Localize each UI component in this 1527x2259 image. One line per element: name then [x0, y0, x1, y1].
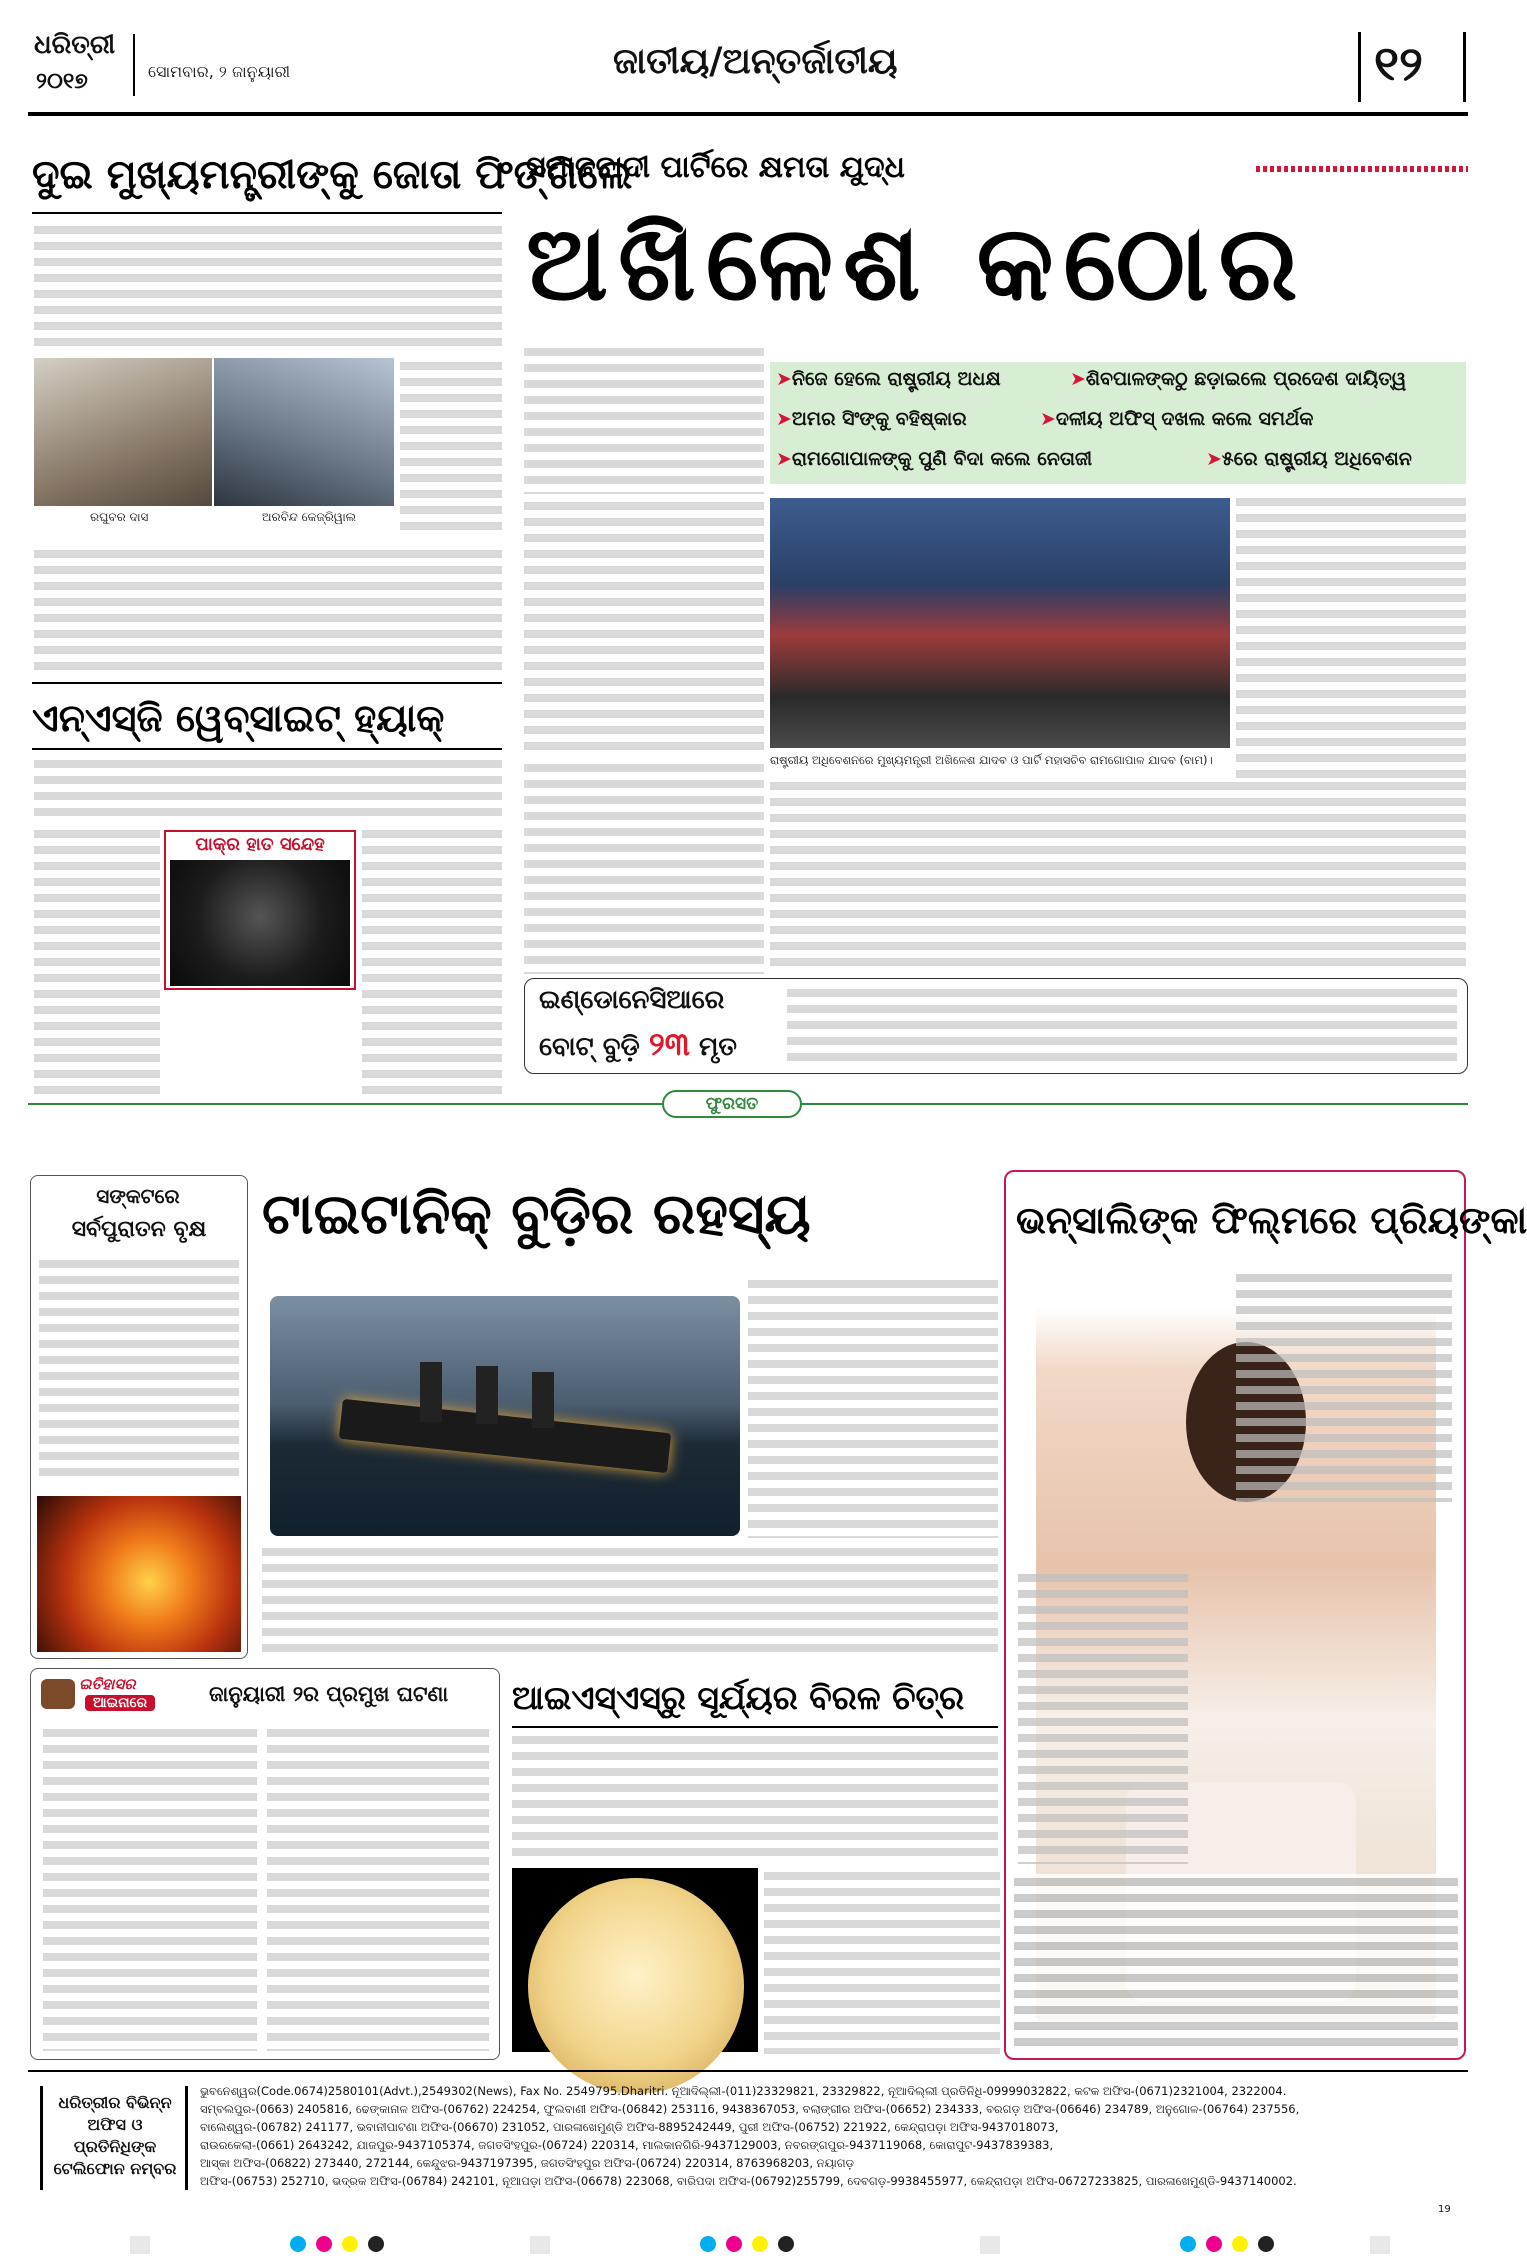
footer-contact-line: ଅଫିସ-(06753) 252710, ଭଦ୍ରକ ଅଫିସ-(06784) 242101, ନୂଆପଡ଼ା ଅଫିସ-(06678) 223068, ବାରିପଦା ଅଫିସ-(06792)255799, ଦେବଗଡ଼-9938455977, କେନ୍ଦ୍ରାପଡ଼ା ଅଫିସ-06727233825, ପାରଳାଖେମୁଣ୍ଡି-9437140002.	[200, 2174, 1297, 2188]
hack-body-right	[362, 826, 502, 1094]
history-badge-bottom: ଆଇନାରେ	[85, 1695, 155, 1711]
sp-rally-photo	[770, 498, 1230, 748]
registration-bar	[530, 2236, 550, 2254]
titanic-body-right	[748, 1276, 998, 1538]
sun-photo	[512, 1868, 758, 2052]
footer-contacts	[200, 2082, 1464, 2194]
indonesia-box	[524, 978, 1468, 1074]
sp-bullet-6: ➤୫ରେ ରାଷ୍ଟ୍ରୀୟ ଅଧିବେଶନ	[1206, 448, 1412, 470]
features-banner-label: ଫୁରସତ	[705, 1094, 759, 1114]
section-title: ଜାତୀୟ/ଅନ୍ତର୍ଜାତୀୟ	[613, 40, 898, 82]
priyanka-box	[1004, 1170, 1527, 2060]
shoe-caption-right: ଅରବିନ୍ଦ କେଜ୍ରିୱାଲ	[262, 510, 357, 524]
indonesia-headline-2: ବୋଟ୍ ବୁଡ଼ି ୨୩ ମୃତ	[539, 1025, 737, 1063]
hack-headline: ଏନ୍ଏସ୍‌ଜି ୱେବ୍‌ସାଇଟ୍ ହ୍ୟାକ୍	[32, 695, 445, 740]
shoe-body-top	[34, 222, 502, 352]
shoe-end-rule	[32, 682, 502, 684]
history-box	[30, 1668, 500, 2060]
titanic-photo	[270, 1296, 740, 1536]
footer-offices-label: ଧରିତ୍ରୀର ବିଭିନ୍ନ ଅଫିସ ଓ ପ୍ରତିନିଧିଙ୍କ ଟେଲିଫୋନ ନମ୍ବର	[53, 2093, 177, 2178]
masthead-rule	[28, 112, 1468, 116]
masthead-divider	[133, 34, 135, 96]
tree-fire-photo	[37, 1496, 241, 1652]
footer-contact-line: ଭୁବନେଶ୍ୱର(Code.0674)2580101(Advt.),2549302(News), Fax No. 2549795.Dharitri. ନୂଆଦିଲ୍ଲୀ-(011)23329821, 23329822, ନୂଆଦିଲ୍ଲୀ ପ୍ରତିନିଧି-09999032822, କଟକ ଅଫିସ-(0671)2321004, 2322004.	[200, 2084, 1287, 2098]
paper-year: ୨୦୧୭	[36, 68, 88, 94]
shoe-headline: ଦୁଇ ମୁଖ୍ୟମନ୍ତ୍ରୀଙ୍କୁ ଜୋତା ଫିଙ୍ଗିଲେ	[32, 151, 633, 198]
sp-body-col1b	[524, 760, 764, 974]
sp-bullet-3: ➤ଅମର ସିଂଙ୍କୁ ବହିଷ୍କାର	[776, 408, 967, 430]
registration-dots	[700, 2236, 794, 2252]
bullet-arrow-icon: ➤	[1206, 448, 1222, 470]
hack-body-left	[34, 826, 160, 1094]
shoe-photo-right	[214, 358, 394, 506]
sp-headline: ଅଖିଳେଶ କଠୋର	[526, 201, 1308, 324]
sp-bullet-1: ➤ନିଜେ ହେଲେ ରାଷ୍ଟ୍ରୀୟ ଅଧକ୍ଷ	[776, 368, 1001, 390]
tree-body	[39, 1256, 239, 1484]
sp-bullets-box	[770, 362, 1466, 484]
sp-body-col3	[1236, 494, 1466, 778]
iss-rule	[512, 1726, 998, 1728]
footer-contact-line: ରାଉରକେଲା-(0661) 2643242, ଯାଜପୁର-9437105374, ଜଗତସିଂହପୁର-(06724) 220314, ମାଲକାନଗିରି-9437129003, ନବରଙ୍ଗପୁର-9437119068, କୋରାପୁଟ-9437839383,	[200, 2138, 1054, 2152]
footer-contact-line: ସମ୍ବଲପୁର-(0663) 2405816, ଢେଙ୍କାନାଳ ଅଫିସ-(06762) 224254, ଫୁଲବାଣୀ ଅଫିସ-(06842) 253116, 9438367053, ବଲାଙ୍ଗୀର ଅଫିସ-(06652) 234333, ବରଗଡ଼ ଅଫିସ-(06646) 234789, ଅନୁଗୋଳ-(06764) 237556,	[200, 2102, 1300, 2116]
hack-rule	[32, 748, 502, 750]
history-badge	[79, 1675, 199, 1717]
hack-inset-title: ପାକ୍‌ର ହାତ ସନ୍ଦେହ	[166, 832, 354, 858]
priyanka-headline: ଭନ୍‌ସାଲିଙ୍କ ଫିଲ୍ମରେ ପ୍ରିୟଙ୍କା	[1016, 1197, 1527, 1242]
tree-kicker: ସଙ୍କଟରେ	[96, 1184, 180, 1208]
sp-kicker: ସମାଜବାଦୀ ପାର୍ଟିରେ କ୍ଷମତା ଯୁଦ୍ଧ	[526, 150, 905, 185]
page-number: ୧୨	[1374, 36, 1423, 92]
registration-dots	[1180, 2236, 1274, 2252]
registration-dots	[290, 2236, 384, 2252]
shoe-body-side	[400, 358, 502, 538]
priyanka-body-top	[1236, 1270, 1452, 1502]
titanic-body-bottom	[262, 1544, 998, 1660]
hack-body-top	[34, 756, 502, 822]
registration-bar	[130, 2236, 150, 2254]
shoe-caption-left: ରଘୁବର ଦାସ	[90, 510, 149, 524]
priyanka-body-bottom	[1014, 1874, 1458, 2054]
indonesia-body	[787, 985, 1457, 1067]
sp-body-col1	[524, 498, 764, 754]
titanic-ship-shape	[339, 1399, 671, 1473]
priyanka-body-left	[1018, 1570, 1188, 1864]
tree-box	[30, 1175, 248, 1659]
sp-photo-caption: ରାଷ୍ଟ୍ରୀୟ ଅଧିବେଶନରେ ମୁଖ୍ୟମନ୍ତ୍ରୀ ଅଖିଳେଶ ଯାଦବ ଓ ପାର୍ଟି ମହାସଚିବ ରାମଗୋପାଳ ଯାଦବ (ବାମ)।	[770, 753, 1213, 767]
tree-headline: ସର୍ବପୁରାତନ ବୃକ୍ଷ	[71, 1216, 207, 1242]
sp-bullet-5: ➤ରାମଗୋପାଳଙ୍କୁ ପୁଣି ବିଦା କଲେ ନେତାଜୀ	[776, 448, 1093, 470]
iss-body-right	[764, 1868, 1000, 2054]
indonesia-headline-1: ଇଣ୍ଡୋନେସିଆରେ	[539, 985, 725, 1015]
titanic-funnel-2	[476, 1366, 498, 1424]
footer-rule	[28, 2070, 1468, 2072]
shoe-photo-left	[34, 358, 212, 506]
masthead	[28, 28, 1468, 108]
sp-body-bottom	[770, 778, 1466, 974]
titanic-headline: ଟାଇଟାନିକ୍ ବୁଡ଼ିର ରହସ୍ୟ	[262, 1181, 811, 1247]
paper-name: ଧରିତ୍ରୀ	[34, 30, 116, 60]
hack-inset-box	[164, 830, 356, 990]
bullet-arrow-icon: ➤	[776, 368, 792, 390]
shoe-rule	[32, 212, 502, 214]
footer-contact-line: ବାଲେଶ୍ୱର-(06782) 241177, ଭବାନୀପାଟଣା ଅଫିସ-(06670) 231052, ପାରଳାଖେମୁଣ୍ଡି ଅଫିସ-8895242449, ପୁରୀ ଅଫିସ-(06752) 221922, କେନ୍ଦ୍ରାପଡ଼ା ଅଫିସ-9437018073,	[200, 2120, 1059, 2134]
sp-kicker-rule	[1256, 166, 1468, 172]
bullet-arrow-icon: ➤	[1040, 408, 1056, 430]
footer-offices-box	[40, 2086, 188, 2190]
sp-bullet-2: ➤ଶିବପାଳଙ୍କଠୁ ଛଡ଼ାଇଲେ ପ୍ରଦେଶ ଦାୟିତ୍ୱ	[1070, 368, 1407, 390]
phone-icon	[41, 1679, 75, 1709]
iss-body-top	[512, 1732, 998, 1862]
bullet-arrow-icon: ➤	[776, 408, 792, 430]
history-body-left	[43, 1725, 257, 2051]
registration-bar	[1370, 2236, 1390, 2254]
hacker-photo	[170, 860, 350, 986]
sp-bullet-4: ➤ଦଳୀୟ ଅଫିସ୍ ଦଖଲ କଲେ ସମର୍ଥକ	[1040, 408, 1314, 430]
features-banner	[662, 1090, 802, 1118]
footer-contact-line: ଆସ୍କା ଅଫିସ-(06822) 273440, 272144, କେନ୍ଦୁଝର-9437197395, ଜଗତସିଂହପୁର ଅଫିସ-(06724) 220314, 8763968203, ନୟାଗଡ଼	[200, 2156, 855, 2170]
sun-disc	[528, 1878, 744, 2094]
history-badge-top: ଇତିହାସର	[79, 1675, 136, 1693]
iss-headline: ଆଇଏସ୍‌ଏସ୍‌ରୁ ସୂର୍ଯ୍ୟର ବିରଳ ଚିତ୍ର	[512, 1678, 965, 1717]
bullet-arrow-icon: ➤	[1070, 368, 1086, 390]
registration-strip	[0, 2236, 1500, 2256]
indonesia-death-count: ୨୩	[648, 1025, 690, 1063]
titanic-funnel-1	[420, 1362, 442, 1422]
page-folio: 19	[1438, 2204, 1451, 2215]
shoe-body-bottom	[34, 546, 502, 670]
issue-date: ସୋମବାର, ୨ ଜାନୁୟାରୀ	[148, 62, 291, 81]
sp-body-lead	[524, 344, 764, 494]
bullet-arrow-icon: ➤	[776, 448, 792, 470]
history-body-right	[267, 1725, 489, 2051]
history-headline: ଜାନୁୟାରୀ ୨ର ପ୍ରମୁଖ ଘଟଣା	[209, 1681, 449, 1706]
titanic-funnel-3	[532, 1372, 554, 1428]
registration-bar	[980, 2236, 1000, 2254]
